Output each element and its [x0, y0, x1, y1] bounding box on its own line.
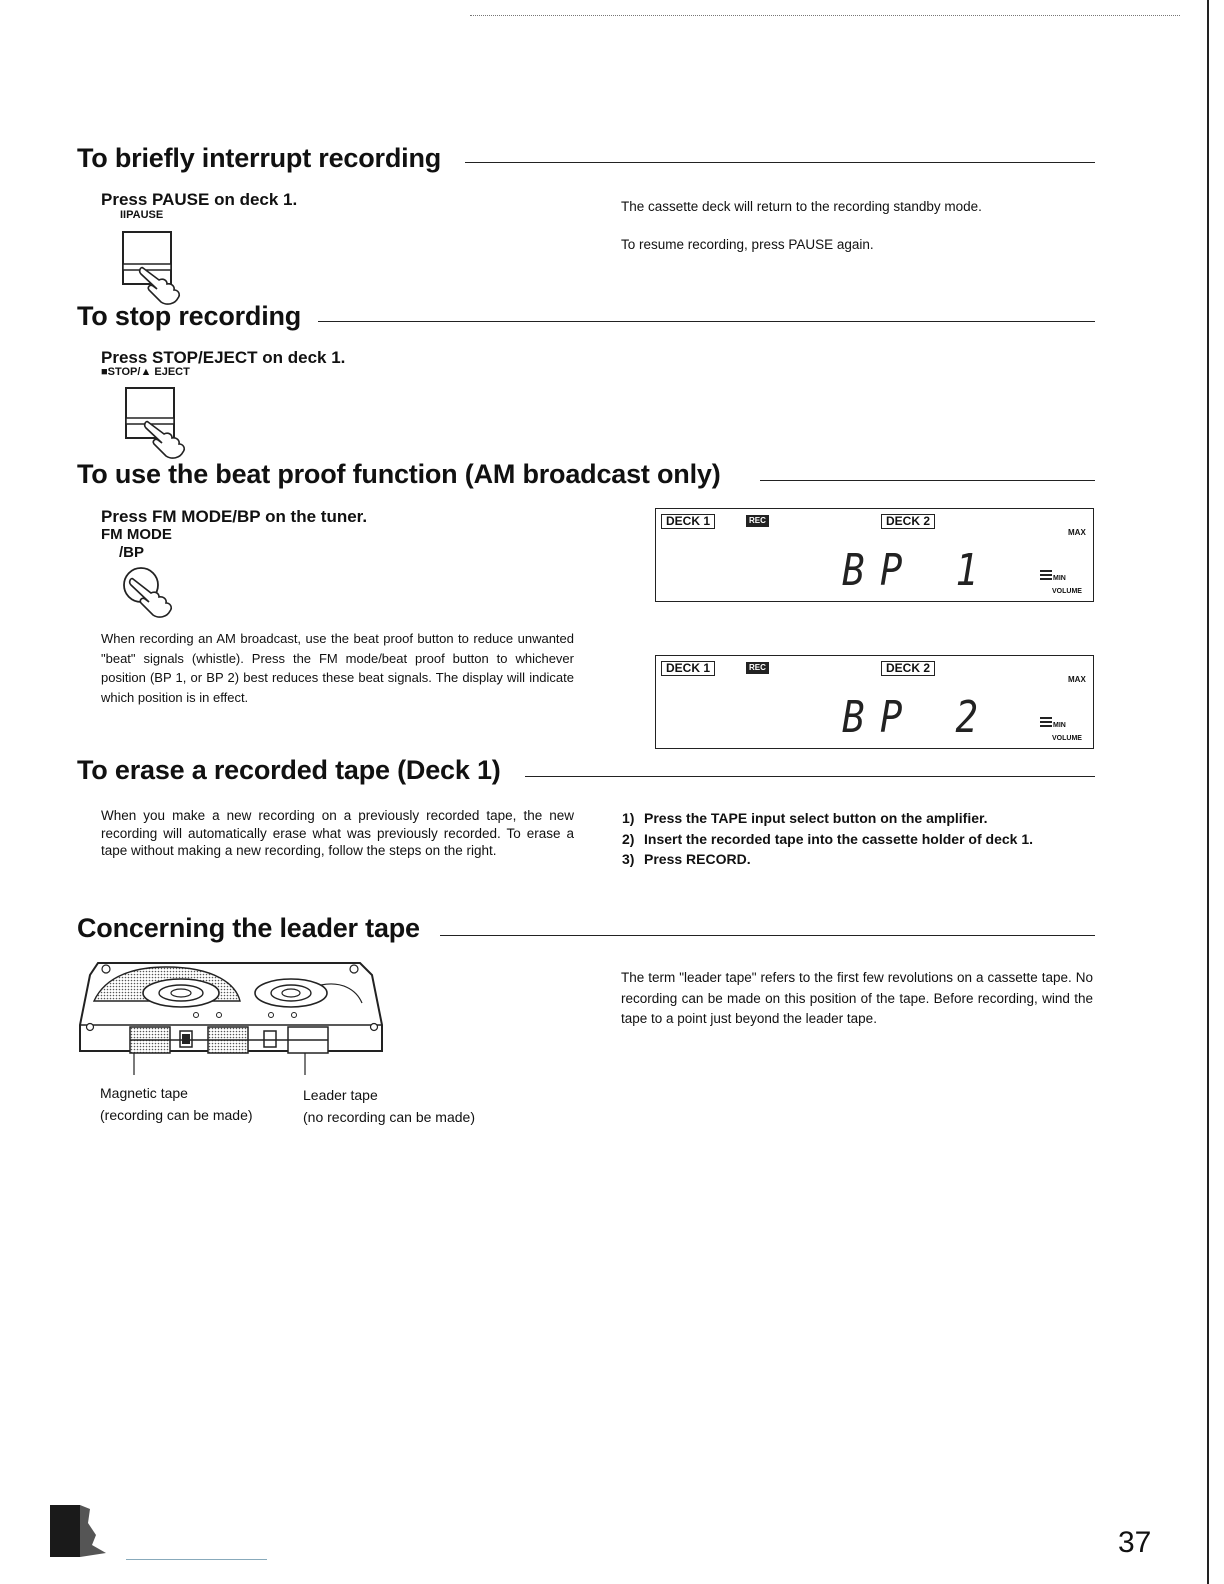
rec-indicator: REC	[746, 662, 769, 674]
beat-proof-description: When recording an AM broadcast, use the beat proof button to reduce unwanted "beat" signals (whistle). Press the FM mode/beat proof button to whichever position (BP 1, or BP 2) best reduces these beat signals. The display will indicate which position is in effect.	[101, 631, 574, 705]
step-text: Press the TAPE input select button on the amplifier.	[644, 810, 988, 826]
min-label: MIN	[1053, 575, 1066, 582]
max-label: MAX	[1068, 675, 1086, 684]
instruction-fm-mode: Press FM MODE/BP on the tuner.	[101, 507, 368, 526]
fm-mode-label-line1: FM MODE	[101, 526, 172, 543]
rule-leader-tape	[440, 935, 1095, 936]
note-resume: To resume recording, press PAUSE again.	[621, 237, 874, 252]
fm-mode-button-illustration	[115, 563, 185, 625]
step-text: Insert the recorded tape into the cassette holder of deck 1.	[644, 831, 1033, 847]
heading-beat-proof: To use the beat proof function (AM broadcast only)	[77, 459, 721, 489]
lcd-display-bp2	[655, 655, 1094, 749]
volume-bars-icon	[1040, 569, 1052, 581]
max-label: MAX	[1068, 528, 1086, 537]
heading-stop: To stop recording	[77, 301, 302, 331]
pause-button-illustration	[115, 228, 190, 308]
erase-step-1	[622, 811, 988, 825]
footer-line	[126, 1559, 267, 1560]
min-label: MIN	[1053, 722, 1066, 729]
volume-label: VOLUME	[1052, 735, 1082, 742]
top-border-line	[470, 15, 1180, 16]
leader-tape-note: (no recording can be made)	[303, 1109, 475, 1125]
page-number: 37	[1118, 1526, 1152, 1559]
step-number: 3)	[622, 851, 635, 867]
erase-step-2	[622, 832, 1033, 846]
erase-step-3	[622, 852, 751, 866]
rec-indicator: REC	[746, 515, 769, 527]
magnetic-tape-note: (recording can be made)	[100, 1107, 253, 1123]
leader-tape-label: Leader tape	[303, 1087, 378, 1103]
heading-erase: To erase a recorded tape (Deck 1)	[77, 755, 501, 785]
bp-readout: BP 1	[842, 545, 994, 596]
magnetic-tape-label: Magnetic tape	[100, 1085, 188, 1101]
bp-readout: BP 2	[842, 692, 994, 743]
volume-bars-icon	[1040, 716, 1052, 728]
rule-erase	[525, 776, 1095, 777]
stop-button-label: ■STOP/▲ EJECT	[101, 366, 190, 378]
leader-tape-description: The term "leader tape" refers to the first few revolutions on a cassette tape. No recording can be made on this position of the tape. Before recording, wind the tape to a point just beyond the leader tape.	[621, 970, 1093, 1026]
note-standby: The cassette deck will return to the recording standby mode.	[621, 199, 982, 214]
deck2-indicator: DECK 2	[881, 514, 935, 529]
rule-interrupt	[465, 162, 1095, 163]
instruction-pause: Press PAUSE on deck 1.	[101, 190, 298, 209]
instruction-stop: Press STOP/EJECT on deck 1.	[101, 348, 346, 367]
fm-mode-label-line2: /BP	[119, 544, 145, 561]
pause-button-label: IIPAUSE	[120, 209, 164, 221]
deck1-indicator: DECK 1	[661, 661, 715, 676]
rule-stop	[318, 321, 1095, 322]
deck2-indicator: DECK 2	[881, 661, 935, 676]
erase-description: When you make a new recording on a previously recorded tape, the new recording will automatically erase what was previously recorded. To erase a tape without making a new recording, follow the steps on the right.	[101, 808, 574, 858]
right-edge-line	[1207, 0, 1209, 1584]
step-number: 1)	[622, 810, 635, 826]
volume-label: VOLUME	[1052, 588, 1082, 595]
cassette-tape-illustration	[76, 955, 386, 1075]
heading-interrupt: To briefly interrupt recording	[77, 143, 442, 173]
rule-beat-proof	[760, 480, 1095, 481]
deck1-indicator: DECK 1	[661, 514, 715, 529]
heading-leader-tape: Concerning the leader tape	[77, 913, 420, 943]
stop-button-illustration	[118, 384, 198, 464]
step-text: Press RECORD.	[644, 851, 751, 867]
corner-tab-mark	[50, 1505, 130, 1557]
step-number: 2)	[622, 831, 635, 847]
lcd-display-bp1	[655, 508, 1094, 602]
